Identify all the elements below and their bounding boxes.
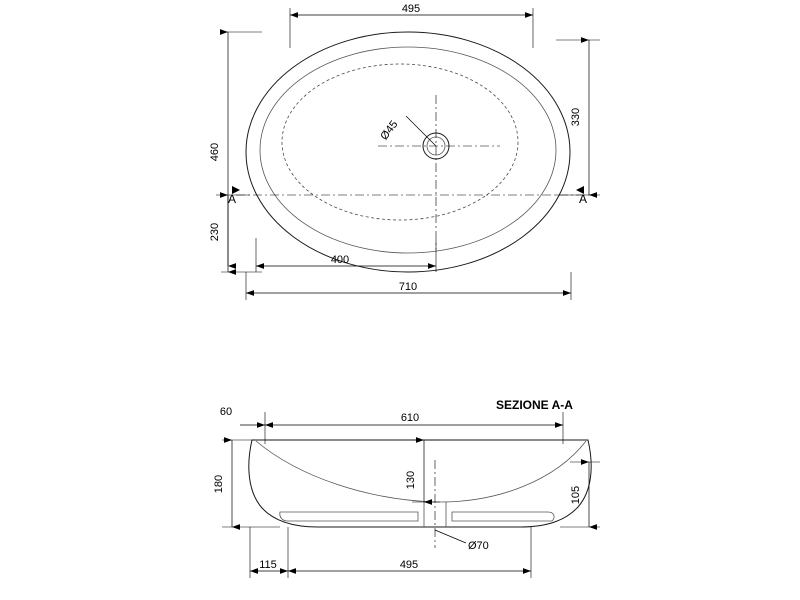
dim-inner-height: 330: [570, 107, 582, 127]
section-title: SEZIONE A-A: [496, 398, 573, 412]
basin-bowl-dashed: [282, 64, 518, 220]
dim-top-width: 495: [401, 3, 421, 15]
dim-total-height: 180: [213, 474, 225, 494]
section-marker-left: A: [227, 192, 237, 206]
dim-base-width: 495: [399, 559, 419, 571]
top-view: [209, 3, 600, 300]
basin-inner-edge: [260, 47, 556, 253]
basin-foot-right: [452, 512, 554, 521]
dim-overall-width: 710: [398, 281, 418, 293]
dim-drain-diameter: Ø70: [468, 540, 489, 552]
basin-outer-rim: [246, 32, 570, 272]
dim-section-top-width: 610: [400, 412, 420, 424]
dim-inner-depth: 130: [405, 470, 417, 490]
section-view: [213, 398, 600, 578]
dim-bottom-offset: 230: [209, 222, 221, 242]
dim-base-offset: 115: [259, 559, 277, 571]
dim-rim-offset: 60: [219, 406, 233, 418]
dim-right-height: 105: [570, 485, 582, 505]
section-marker-right: A: [578, 192, 588, 206]
basin-foot-left: [280, 512, 418, 521]
dim-inner-width: 400: [330, 254, 350, 266]
dim-overall-height: 460: [209, 142, 221, 162]
basin-section-inner: [256, 441, 586, 505]
drain-leader-line: [435, 530, 466, 543]
dim-hole-diameter: Ø45: [378, 118, 401, 143]
hole-leader-line: [406, 116, 436, 146]
basin-section-profile: [249, 440, 591, 527]
